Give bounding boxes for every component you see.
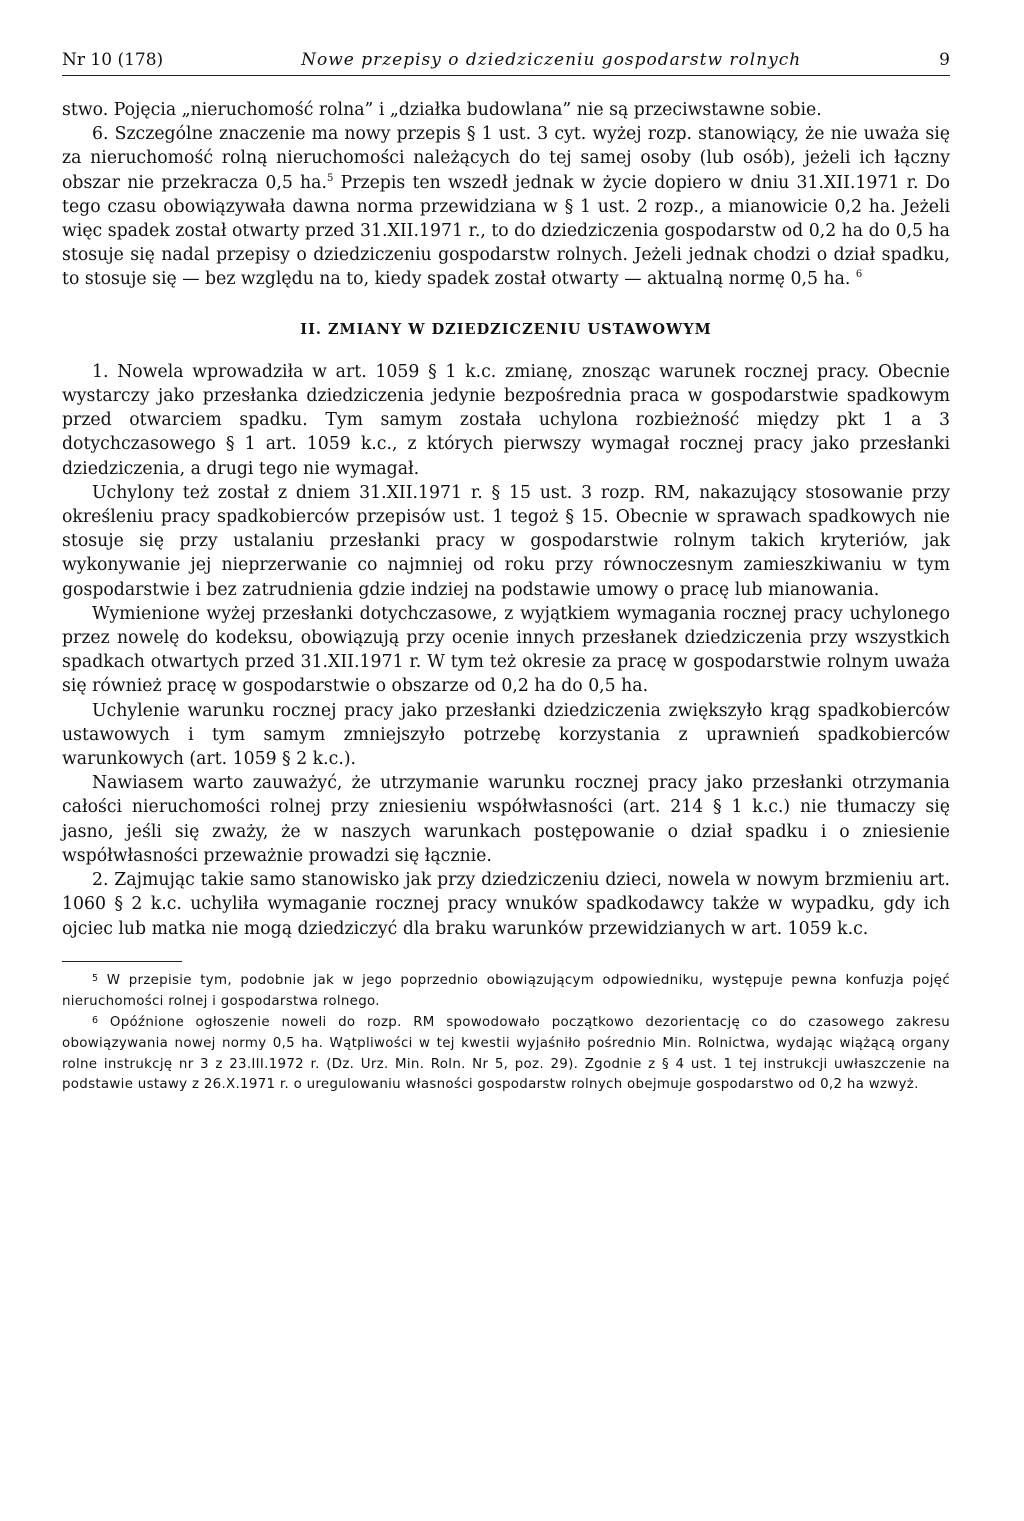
- paragraph-text: Przepis ten wszedł jednak w życie dopiero w dniu 31.XII.1971 r. Do tego czasu obowiązywała dawna norma przewidziana w § 1 ust. 2 rozp., a mianowicie 0,2 ha. Jeżeli więc spadek został otwarty przed 31.XII.1971 r., to do dziedziczenia gospodarstw od 0,2 ha do 0,5 ha stosuje się nadal przepisy o dziedziczeniu gospodarstw rolnych. Jeżeli jednak chodzi o dział spadku, to stosuje się — bez względu na to, kiedy spadek został otwarty — aktualną normę 0,5 ha.: [62, 172, 950, 290]
- issue-number: Nr 10 (178): [62, 50, 164, 70]
- document-page: [62, 50, 950, 1096]
- footnote-mark: 6: [92, 1014, 99, 1026]
- footnote-ref: 5: [326, 172, 334, 184]
- footnotes: [62, 971, 950, 1096]
- article-body: [62, 98, 950, 941]
- running-title: Nowe przepisy o dziedziczeniu gospodarstw rolnych: [301, 50, 802, 70]
- footnote-ref: 6: [855, 269, 863, 281]
- paragraph: stwo. Pojęcia „nieruchomość rolna” i „działka budowlana” nie są przeciwstawne sobie.: [62, 100, 822, 120]
- paragraph: Uchylony też został z dniem 31.XII.1971 r. § 15 ust. 3 rozp. RM, nakazujący stosowanie przy określeniu pracy spadkobierców przepisów ust. 1 tegoż § 15. Obecnie w sprawach spadkowych nie stosuje się przy ustalaniu przesłanki pracy w gospodarstwie rolnym takich kryteriów, jak wykonywanie jej nieprzerwanie co najmniej od roku przy równoczesnym zamieszkiwaniu w tym gospodarstwie i bez zatrudnienia gdzie indziej na podstawie umowy o pracę lub mianowania.: [62, 482, 950, 600]
- section-heading: II. ZMIANY W DZIEDZICZENIU USTAWOWYM: [300, 320, 712, 338]
- paragraph-text: 6. Szczególne znaczenie ma nowy przepis § 1 ust. 3 cyt. wyżej rozp. stanowiący, że nie uważa się za nieruchomość rolną nieruchomości należących do tej samej osoby (lub osób), jeżeli ich łączny obszar nie przekracza 0,5 ha.: [62, 124, 950, 193]
- footnote-text: Opóźnione ogłoszenie noweli do rozp. RM spowodowało początkowo dezorientację co do czasowego zakresu obowiązywania nowej normy 0,5 ha. Wątpliwości w tej kwestii wyjaśniło pośrednio Min. Rolnictwa, wydając wiążącą organy rolne instrukcję nr 3 z 23.III.1972 r. (Dz. Urz. Min. Roln. Nr 5, poz. 29). Zgodnie z § 4 ust. 1 tej instrukcji uwłaszczenie na podstawie ustawy z 26.X.1971 r. o uregulowaniu własności gospodarstw rolnych obejmuje gospodarstwo od 0,2 ha wzwyż.: [62, 1014, 950, 1093]
- footnote: [62, 971, 950, 1013]
- footnote-divider: [62, 961, 182, 962]
- paragraph: Uchylenie warunku rocznej pracy jako przesłanki dziedziczenia zwiększyło krąg spadkobierców ustawowych i tym samym zmniejszyło potrzebę korzystania z uprawnień spadkobierców warunkowych (art. 1059 § 2 k.c.).: [62, 700, 950, 770]
- paragraph: [62, 122, 950, 291]
- page-number: 9: [939, 50, 950, 70]
- footnote-text: W przepisie tym, podobnie jak w jego poprzednio obowiązującym odpowiedniku, występuje pewna konfuzja pojęć nieruchomości rolnej i gospodarstwa rolnego.: [62, 972, 950, 1010]
- paragraph: 2. Zajmując takie samo stanowisko jak przy dziedziczeniu dzieci, nowela w nowym brzmieniu art. 1060 § 2 k.c. uchyliła wymaganie rocznej pracy wnuków spadkodawcy także w wypadku, gdy ich ojciec lub matka nie mogą dziedziczyć dla braku warunków przewidzianych w art. 1059 k.c.: [62, 870, 950, 939]
- paragraph: Wymienione wyżej przesłanki dotychczasowe, z wyjątkiem wymagania rocznej pracy uchylonego przez nowelę do kodeksu, obowiązują przy ocenie innych przesłanek dziedziczenia przy wszystkich spadkach otwartych przed 31.XII.1971 r. W tym też okresie za pracę w gospodarstwie rolnym uważa się również pracę w gospodarstwie o obszarze od 0,2 ha do 0,5 ha.: [62, 603, 950, 697]
- running-header: [62, 50, 950, 76]
- footnote-mark: 5: [92, 972, 99, 984]
- paragraph: 1. Nowela wprowadziła w art. 1059 § 1 k.c. zmianę, znosząc warunek rocznej pracy. Obecnie wystarczy jako przesłanka dziedziczenia jedynie bezpośrednia praca w gospodarstwie spadkowym przed otwarciem spadku. Tym samym została uchylona rozbieżność między pkt 1 a 3 dotychczasowego § 1 art. 1059 k.c., z których pierwszy wymagał rocznej pracy jako przesłanki dziedziczenia, a drugi tego nie wymagał.: [62, 361, 950, 479]
- footnote: [62, 1013, 950, 1096]
- paragraph: Nawiasem warto zauważyć, że utrzymanie warunku rocznej pracy jako przesłanki otrzymania całości nieruchomości rolnej przy zniesieniu współwłasności (art. 214 § 1 k.c.) nie tłumaczy się jasno, jeśli się zważy, że w naszych warunkach postępowanie o dział spadku i o zniesienie współwłasności przeważnie prowadzi się łącznie.: [62, 773, 950, 866]
